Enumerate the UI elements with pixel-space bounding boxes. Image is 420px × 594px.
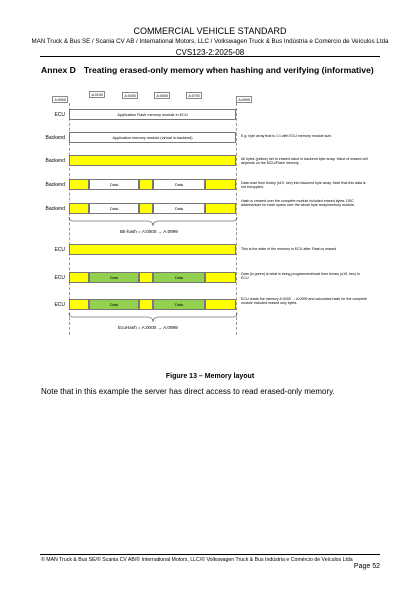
erased-segment: [139, 272, 153, 283]
footer-divider: [40, 554, 380, 555]
erased-segment: [69, 179, 89, 190]
data-segment: [153, 203, 205, 214]
row-label: ECU: [54, 275, 65, 281]
address-marker: A:0999: [236, 96, 252, 103]
row-note: Hash is created over the complete module included erased bytes. DSC address/size for hash spans over the whole byte array/memory module.: [241, 199, 355, 208]
header-divider: [40, 56, 380, 57]
footer-copyright: © MAN Truck & Bus SE/© Scania CV AB/© International Motors, LLC/© Volkswagen Truck & Bus Indústria e Comércio de Veículos Ltda: [41, 557, 353, 563]
erased-memory-bar: [69, 155, 236, 166]
row-note: ECU reads the memory A:0000 → A:0999 and calculates hash for the complete module included erased only bytes.: [241, 297, 368, 306]
erased-segment: [139, 203, 153, 214]
segment-label: Data: [109, 275, 119, 280]
bk-hash-brace: [67, 216, 239, 228]
memory-module-ecu: [69, 109, 236, 120]
segment-label: Data: [174, 182, 184, 187]
row-note: This is the state of the memory in ECU after Flash is erased: [241, 247, 337, 251]
address-marker: A:0700: [186, 92, 202, 99]
data-segment: [89, 179, 139, 190]
memory-module-backend: [69, 132, 236, 143]
erased-segment: [139, 299, 153, 310]
segment-label: Data: [109, 302, 119, 307]
bk-hash-label: Bk-hash = A:0000 → A:0999: [120, 229, 178, 234]
data-segment: [89, 203, 139, 214]
annex-title: Treating erased-only memory when hashing and verifying (informative): [83, 65, 374, 75]
address-marker: A:0000: [52, 96, 68, 103]
row-label: ECU: [54, 247, 65, 253]
ecu-hash-label: EcuHash = A:0000 → A:0999: [118, 325, 178, 330]
row-label: ECU: [54, 302, 65, 308]
segment-label: Data: [109, 182, 119, 187]
erased-segment: [205, 272, 236, 283]
row-note: Data (in green) is what is being programmed/read from binary (s19, hex) to ECU.: [241, 272, 361, 281]
row-note: All bytes (yellow) set to erased value in backend byte array. Value of erased cell depends on the MCU/Flash memory.: [241, 157, 368, 166]
row-label: Backend: [45, 206, 65, 212]
document-id: CVS123-2:2025-08: [175, 48, 245, 57]
erased-segment: [205, 203, 236, 214]
erased-segment: [139, 179, 153, 190]
segment-label: Application memory module (virtual in backend): [112, 135, 193, 140]
erased-segment: [69, 272, 89, 283]
segment-label: Application Flash memory module in ECU: [117, 112, 188, 117]
figure-caption: Figure 13 – Memory layout: [165, 373, 255, 380]
segment-label: Data: [109, 206, 119, 211]
row-label: Backend: [45, 182, 65, 188]
row-label: Backend: [45, 135, 65, 141]
standard-title: COMMERCIAL VEHICLE STANDARD: [133, 26, 287, 36]
programmed-data-segment: [153, 272, 205, 283]
data-segment: [153, 179, 205, 190]
row-label: Backend: [45, 158, 65, 164]
segment-label: Data: [174, 302, 184, 307]
segment-label: Data: [174, 206, 184, 211]
ecu-hash-brace: [67, 312, 239, 324]
segment-label: Data: [174, 275, 184, 280]
erased-segment: [205, 299, 236, 310]
programmed-data-segment: [89, 272, 139, 283]
erased-memory-bar: [69, 244, 236, 255]
standard-subtitle: MAN Truck & Bus SE / Scania CV AB / International Motors, LLC / Volkswagen Truck & Bus Indústria e Comércio de Veículos Ltda: [31, 38, 389, 45]
row-label: ECU: [54, 112, 65, 118]
row-note: Data read from binary (s19, hex) into backend byte array. Note that this data is not encrypted.: [241, 181, 366, 190]
page-number: Page 52: [353, 563, 380, 570]
row-note: E.g. byte array that is 1:1 with ECU memory module size.: [241, 134, 333, 138]
body-paragraph: Note that in this example the server has direct access to read erased-only memory.: [41, 387, 335, 396]
programmed-data-segment: [89, 299, 139, 310]
erased-segment: [205, 179, 236, 190]
address-marker: A:0400: [122, 92, 138, 99]
programmed-data-segment: [153, 299, 205, 310]
address-marker: A:0100: [89, 91, 105, 98]
annex-heading: [41, 65, 374, 75]
erased-segment: [69, 299, 89, 310]
erased-segment: [69, 203, 89, 214]
address-marker: A:0600: [154, 92, 170, 99]
annex-label: Annex D: [41, 65, 76, 75]
